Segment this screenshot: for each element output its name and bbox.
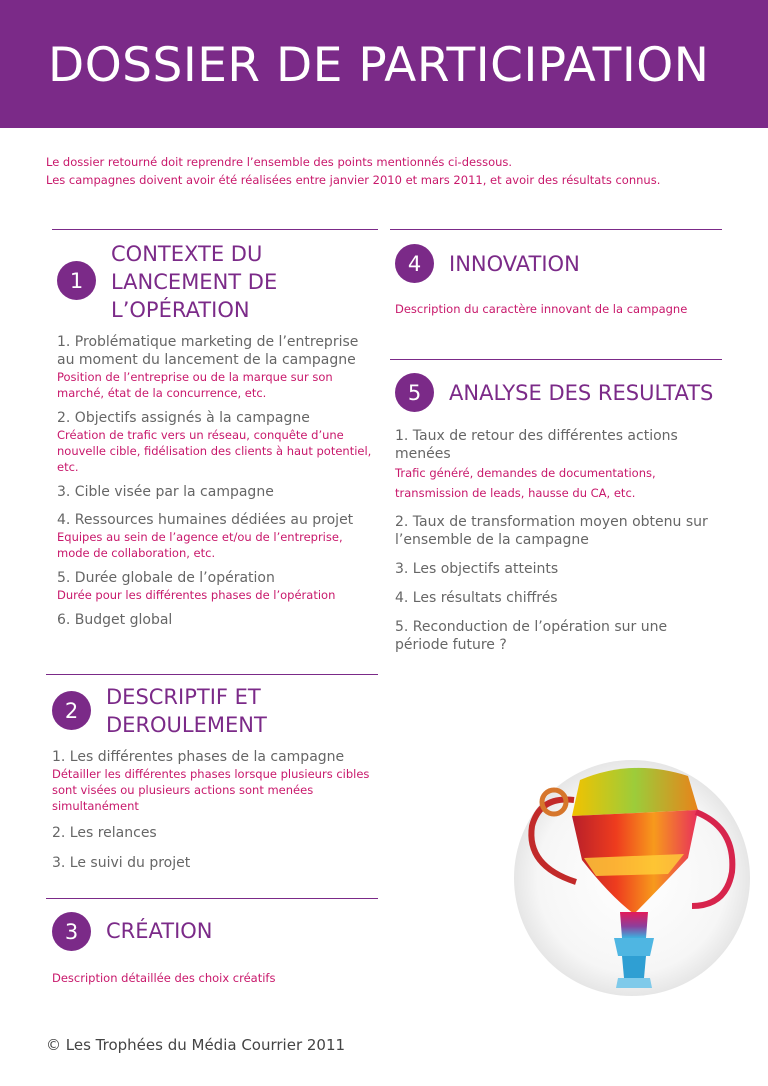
list-item: 2. Taux de transformation moyen obtenu sur l’ensemble de la campagne bbox=[395, 514, 708, 548]
section-2-number: 2 bbox=[52, 691, 91, 730]
list-item: 2. Les relances bbox=[52, 825, 157, 841]
list-item: 3. Cible visée par la campagne bbox=[57, 484, 274, 500]
section-1-items bbox=[57, 333, 377, 637]
list-item: 1. Taux de retour des différentes actions menées Trafic généré, demandes de documentations, transmission de leads, hausse du CA, etc. bbox=[395, 428, 678, 500]
section-4-rule bbox=[390, 229, 722, 230]
page-title: DOSSIER DE PARTICIPATION bbox=[48, 38, 710, 93]
list-item: 1. Problématique marketing de l’entreprise au moment du lancement de la campagne Position de l’entreprise ou de la marque sur son marché, état de la concurrence, etc. bbox=[57, 334, 359, 400]
section-5-number: 5 bbox=[395, 373, 434, 412]
list-item: 2. Objectifs assignés à la campagne Création de trafic vers un réseau, conquête d’une nouvelle cible, fidélisation des clients à haut potentiel, etc. bbox=[57, 410, 372, 474]
section-1-rule bbox=[52, 229, 378, 230]
list-item: 6. Budget global bbox=[57, 612, 173, 628]
intro-text bbox=[46, 153, 746, 189]
footer-copyright: © Les Trophées du Média Courrier 2011 bbox=[46, 1036, 346, 1054]
section-2-title: DESCRIPTIF ET DEROULEMENT bbox=[106, 685, 267, 737]
section-1-number: 1 bbox=[57, 261, 96, 300]
trophy-illustration bbox=[492, 756, 752, 1016]
section-3-desc: Description détaillée des choix créatifs bbox=[52, 971, 276, 985]
list-item: 5. Durée globale de l’opération Durée pour les différentes phases de l’opération bbox=[57, 570, 336, 602]
section-5-items bbox=[395, 427, 710, 662]
intro-line-2: Les campagnes doivent avoir été réalisées entre janvier 2010 et mars 2011, et avoir des résultats connus. bbox=[46, 173, 661, 187]
section-3-number: 3 bbox=[52, 912, 91, 951]
list-item: 5. Reconduction de l’opération sur une période future ? bbox=[395, 619, 668, 653]
section-1-title: CONTEXTE DU LANCEMENT DE L’OPÉRATION bbox=[111, 242, 278, 322]
list-item: 3. Le suivi du projet bbox=[52, 855, 191, 871]
intro-line-1: Le dossier retourné doit reprendre l’ensemble des points mentionnés ci-dessous. bbox=[46, 155, 513, 169]
list-item: 3. Les objectifs atteints bbox=[395, 561, 559, 577]
list-item: 4. Les résultats chiffrés bbox=[395, 590, 558, 606]
section-3-title: CRÉATION bbox=[106, 919, 213, 943]
list-item: 4. Ressources humaines dédiées au projet Equipes au sein de l’agence et/ou de l’entreprise, mode de collaboration, etc. bbox=[57, 512, 354, 560]
section-4-number: 4 bbox=[395, 244, 434, 283]
section-4-title: INNOVATION bbox=[449, 252, 580, 276]
section-2-rule bbox=[46, 674, 378, 675]
section-3-rule bbox=[46, 898, 378, 899]
section-4-desc: Description du caractère innovant de la campagne bbox=[395, 302, 688, 316]
section-5-title: ANALYSE DES RESULTATS bbox=[449, 381, 714, 405]
header-banner bbox=[0, 0, 768, 128]
section-5-rule bbox=[390, 359, 722, 360]
list-item: 1. Les différentes phases de la campagne Détailler les différentes phases lorsque plusieurs cibles sont visées ou plusieurs actions sont menées simultanément bbox=[52, 749, 370, 813]
section-2-items bbox=[52, 748, 370, 880]
